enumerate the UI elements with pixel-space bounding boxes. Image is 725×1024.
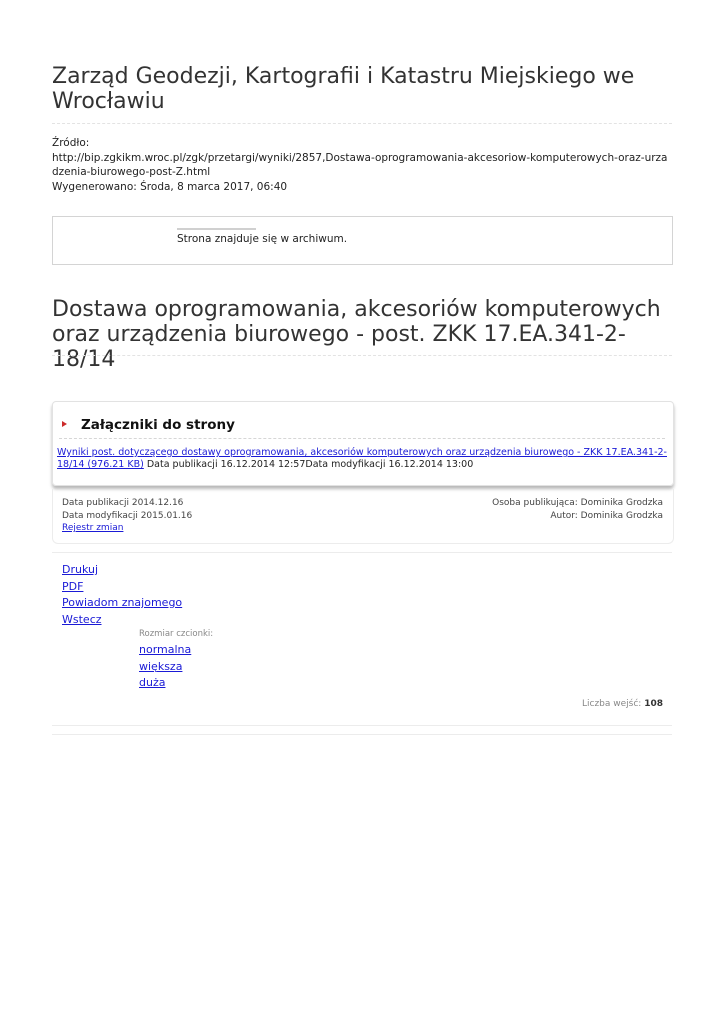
notify-friend-link[interactable]: Powiadom znajomego bbox=[62, 596, 183, 609]
modification-date: Data modyfikacji 2015.01.16 bbox=[62, 510, 193, 521]
footer-divider-2 bbox=[52, 734, 672, 735]
organization-title: Zarząd Geodezji, Kartografii i Katastru Miejskiego we Wrocławiu bbox=[52, 64, 635, 114]
publisher: Osoba publikująca: Dominika Grodzka bbox=[492, 498, 663, 508]
page-metadata bbox=[52, 489, 674, 544]
attachment-item bbox=[57, 447, 667, 471]
author: Autor: Dominika Grodzka bbox=[550, 510, 663, 521]
font-size-label: Rozmiar czcionki: bbox=[139, 629, 214, 639]
visit-counter bbox=[582, 699, 663, 709]
header-divider bbox=[52, 123, 672, 124]
page-title: Dostawa oprogramowania, akcesoriów komputerowych oraz urządzenia biurowego - post. ZKK 17.EA.341-2-18/14 bbox=[52, 297, 661, 372]
changelog-link[interactable]: Rejestr zmian bbox=[62, 523, 124, 533]
font-size-large-link[interactable]: duża bbox=[139, 676, 166, 689]
back-link[interactable]: Wstecz bbox=[62, 612, 102, 626]
attachments-divider bbox=[59, 438, 665, 439]
font-size-larger-link[interactable]: większa bbox=[139, 659, 183, 673]
print-link[interactable]: Drukuj bbox=[62, 563, 99, 576]
source-label: Źródło: bbox=[52, 137, 90, 149]
archive-bar bbox=[177, 228, 256, 230]
metadata-dates bbox=[62, 497, 192, 535]
source-url: http://bip.zgkikm.wroc.pl/zgk/przetargi/wyniki/2857,Dostawa-oprogramowania-akcesoriow-komputerowych-oraz-urzadzenia-biurowego-post-Z.html bbox=[52, 151, 668, 178]
archive-notice-box bbox=[52, 216, 673, 265]
metadata-people bbox=[492, 497, 663, 522]
tools-divider bbox=[52, 552, 672, 553]
attachment-modified: Data modyfikacji 16.12.2014 13:00 bbox=[305, 459, 474, 470]
font-size-options bbox=[139, 642, 191, 692]
font-size-normal-link[interactable]: normalna bbox=[139, 643, 192, 656]
page-tools bbox=[62, 562, 182, 628]
source-block bbox=[52, 136, 674, 194]
publication-date: Data publikacji 2014.12.16 bbox=[62, 498, 184, 508]
attachments-heading: Załączniki do strony bbox=[81, 417, 235, 433]
archive-notice: Strona znajduje się w archiwum. bbox=[177, 233, 348, 245]
triangle-bullet-icon bbox=[62, 421, 67, 427]
title-divider bbox=[52, 355, 672, 356]
visit-counter-label: Liczba wejść: bbox=[581, 699, 642, 709]
attachments-panel bbox=[52, 401, 674, 486]
pdf-link[interactable]: PDF bbox=[62, 579, 84, 593]
attachment-published: Data publikacji 16.12.2014 12:57 bbox=[146, 459, 306, 470]
visit-count: 108 bbox=[644, 699, 663, 709]
generated-date: Wygenerowano: Środa, 8 marca 2017, 06:40 bbox=[52, 180, 288, 193]
footer-divider-1 bbox=[52, 725, 672, 726]
attachment-link[interactable]: Wyniki post. dotyczącego dostawy oprogramowania, akcesoriów komputerowych oraz urządzenia biurowego - ZKK 17.EA.341-2-18/14 (976.21 KB) bbox=[57, 447, 667, 470]
